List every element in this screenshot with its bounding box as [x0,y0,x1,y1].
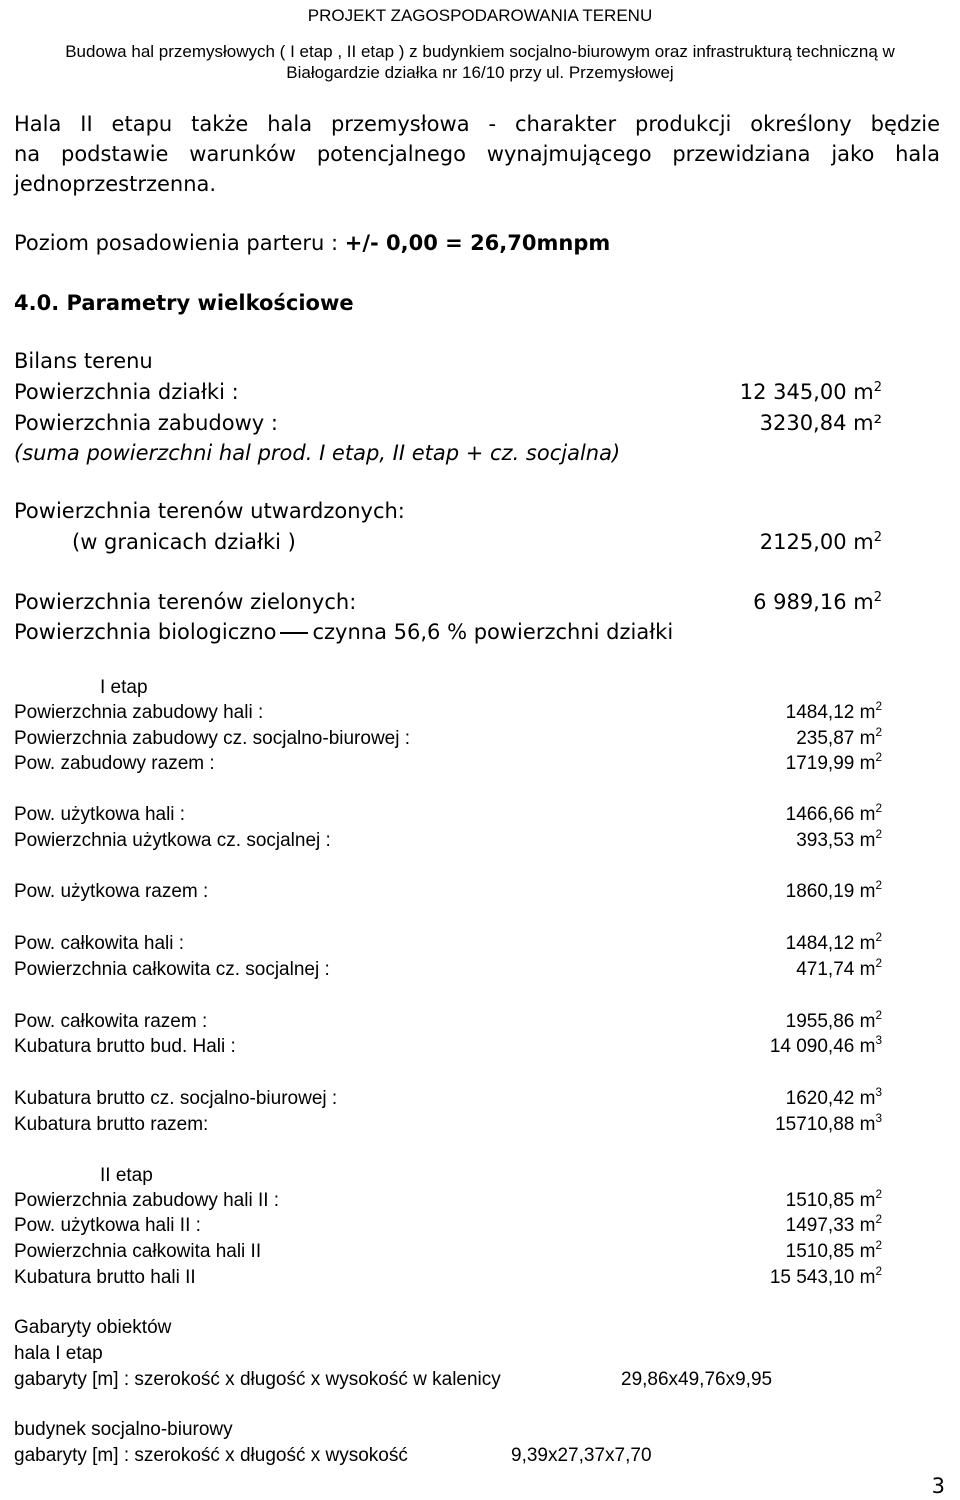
intro-line-1: Hala II etapu także hala przemysłowa - charakter produkcji określony będzie [14,112,940,136]
stage1-row-value: 14 090,46 $m^3$ [769,1034,882,1057]
green-area-value: 6 989,16 $m^2$ [753,590,882,614]
built-area-label: Powierzchnia zabudowy : [14,411,278,435]
stage1-row-value: 1466,66 $m^2$ [785,802,882,825]
paved-area-label: Powierzchnia terenów utwardzonych: [14,499,405,523]
stage1-row-value: 393,53 $m^2$ [796,828,882,851]
stage1-row-label: Pow. całkowita razem : [14,1011,208,1032]
social-dimensions-value: 9,39x27,37x7,70 [511,1445,652,1466]
stage1-row-value: 471,74 $m^2$ [796,957,882,980]
hall-dimensions-value: 29,86x49,76x9,95 [621,1369,773,1390]
intro-line-3: jednoprzestrzenna. [14,172,217,196]
dimensions-heading: Gabaryty obiektów [14,1317,172,1338]
plot-area-label: Powierzchnia działki : [14,380,239,404]
paved-area-sub: (w granicach działki ) [72,530,296,554]
stage1-heading: I etap [100,677,148,698]
stage1-row-value: 1860,19 $m^2$ [785,879,882,902]
header-project-title: PROJEKT ZAGOSPODAROWANIA TERENU [307,6,653,25]
stage2-row-label: Pow. użytkowa hali II : [14,1215,201,1236]
green-area-label: Powierzchnia terenów zielonych: [14,590,357,614]
stage1-row-label: Powierzchnia zabudowy cz. socjalno-biurowej : [14,728,411,749]
paved-area-value: 2125,00 $m^2$ [759,530,882,554]
stage2-row-value: 1497,33 $m^2$ [785,1213,882,1236]
hall-dimensions-heading: hala I etap [14,1343,103,1364]
social-dimensions-heading: budynek socjalno-biurowy [14,1419,233,1440]
section-title: 4.0. Parametry wielkościowe [14,291,354,315]
stage1-row-label: Powierzchnia całkowita cz. socjalnej : [14,959,330,980]
stage2-row-value: 1510,85 $m^2$ [785,1188,882,1211]
stage2-row-label: Kubatura brutto hali II [14,1267,196,1288]
balance-heading: Bilans terenu [14,349,153,373]
built-area-value: 3230,84 m² [759,411,882,435]
stage2-row-value: 1510,85 $m^2$ [785,1239,882,1262]
stage1-row-value: 1620,42 $m^3$ [785,1086,882,1109]
intro-line-2: na podstawie warunków potencjalnego wynajmującego przewidziana jako hala [14,142,940,166]
ground-level [14,229,610,257]
stage1-row-value: 15710,88 $m^3$ [775,1112,882,1135]
hall-dimensions-label: gabaryty [m] : szerokość x długość x wysokość w kalenicy [14,1369,501,1390]
stage2-row-value: 15 543,10 $m^2$ [769,1265,882,1288]
biological-area: Powierzchnia biologiczno czynna 56,6 % powierzchni działki [14,620,674,644]
stage1-row-value: 1719,99 $m^2$ [785,751,882,774]
stage1-row-label: Powierzchnia zabudowy hali : [14,702,264,723]
stage1-row-label: Kubatura brutto razem: [14,1114,209,1135]
stage1-row-label: Pow. użytkowa razem : [14,881,209,902]
stage1-row-value: 1484,12 $m^2$ [785,700,882,723]
dash-icon [280,632,308,634]
stage1-row-label: Pow. zabudowy razem : [14,753,215,774]
stage1-row-value: 235,87 $m^2$ [796,726,882,749]
stage1-row-label: Pow. użytkowa hali : [14,804,186,825]
stage2-row-label: Powierzchnia zabudowy hali II : [14,1190,280,1211]
stage1-row-label: Pow. całkowita hali : [14,933,185,954]
social-dimensions-label: gabaryty [m] : szerokość x długość x wysokość [14,1445,408,1466]
stage2-heading: II etap [100,1165,153,1186]
stage1-row-label: Kubatura brutto bud. Hali : [14,1036,236,1057]
page-number: 3 [931,1474,945,1498]
stage1-row-value: 1955,86 $m^2$ [785,1009,882,1032]
header-description: Budowa hal przemysłowych ( I etap , II etap ) z budynkiem socjalno-biurowym oraz infrastrukturą techniczną w [65,42,895,61]
stage2-row-label: Powierzchnia całkowita hali II [14,1241,262,1262]
plot-area-value: 12 345,00 $m^2$ [739,380,882,404]
header-location: Białogardzie działka nr 16/10 przy ul. Przemysłowej [286,63,674,82]
ground-level-value: +/- 0,00 = 26,70mnpm [344,231,611,255]
ground-level-label: Poziom posadowienia parteru : [14,231,345,255]
built-area-note: (suma powierzchni hal prod. I etap, II etap + cz. socjalna) [14,441,621,465]
stage1-row-label: Kubatura brutto cz. socjalno-biurowej : [14,1088,338,1109]
stage1-row-value: 1484,12 $m^2$ [785,931,882,954]
stage1-row-label: Powierzchnia użytkowa cz. socjalnej : [14,830,331,851]
